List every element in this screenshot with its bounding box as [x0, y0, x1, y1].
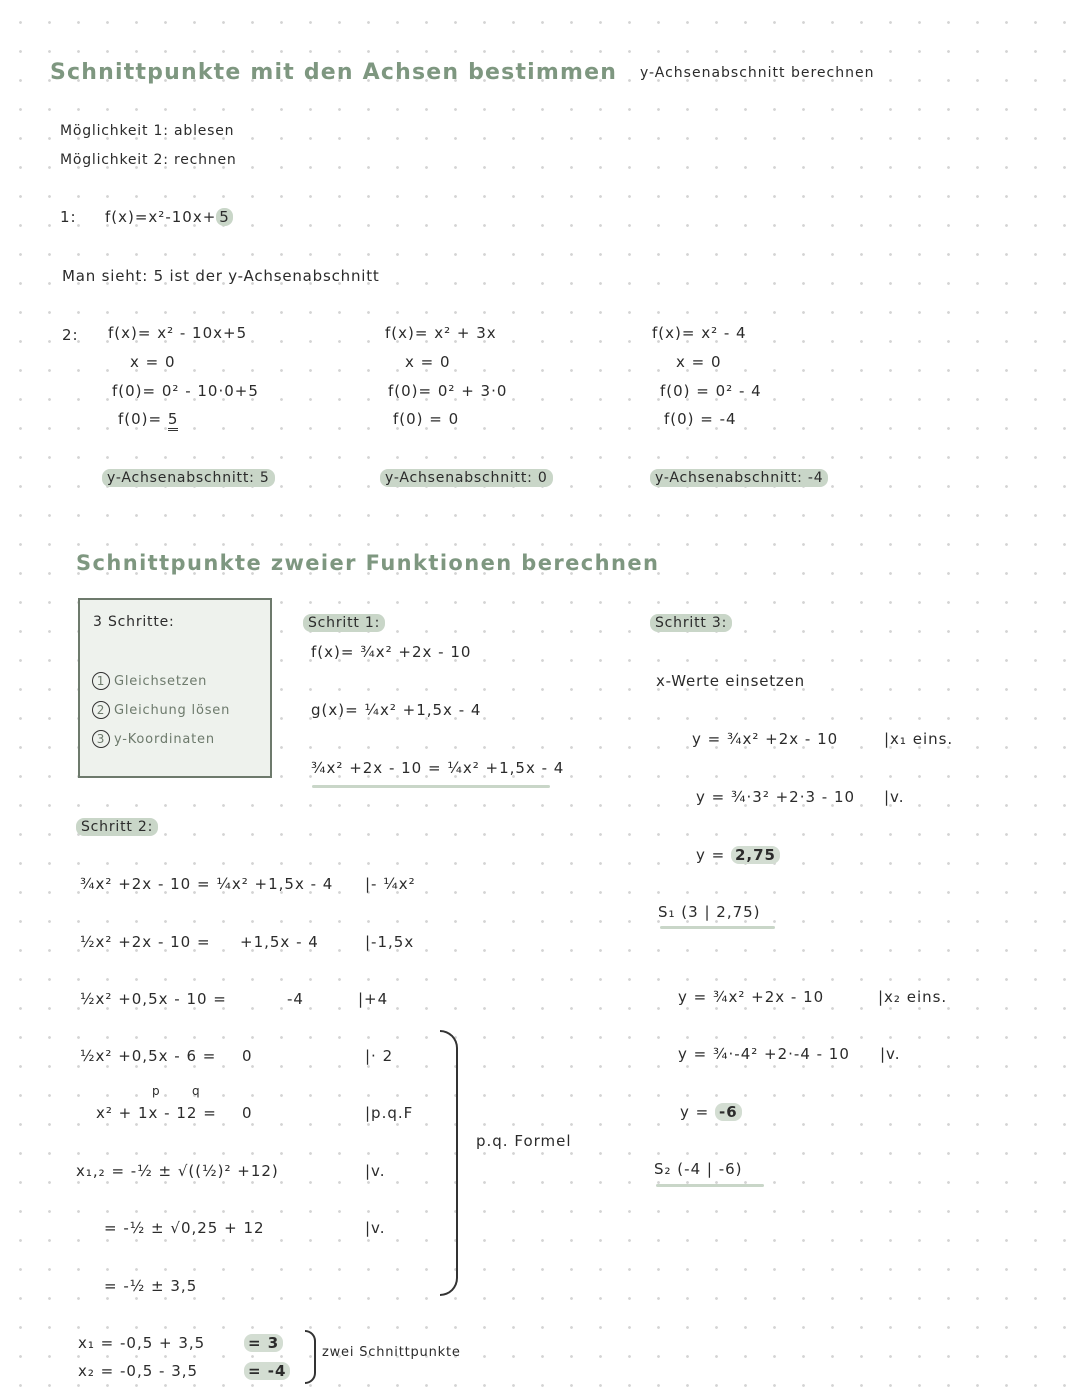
step3-b2-note: |v. — [880, 1045, 901, 1063]
x2-value-text: = -4 — [244, 1362, 290, 1380]
step2-row3-mid: -4 — [287, 990, 304, 1008]
step2-row7-op: |v. — [365, 1219, 386, 1237]
step3-b3 — [680, 1103, 742, 1121]
step1-equation: ¾x² +2x - 10 = ¼x² +1,5x - 4 — [311, 759, 565, 777]
step3-a3-value: 2,75 — [731, 846, 780, 864]
intersection-point-1-underline — [660, 926, 775, 929]
two-points-note: zwei Schnittpunkte — [322, 1345, 461, 1360]
step2-row1-op: |- ¼x² — [365, 875, 416, 893]
section2-title: Schnittpunkte zweier Funktionen berechnen — [76, 551, 660, 575]
step3-a1: y = ¾x² +2x - 10 — [692, 730, 839, 748]
steps-box-item-3 — [92, 730, 215, 748]
colA-line4-left: f(0)= — [118, 410, 168, 428]
option1: Möglichkeit 1: ablesen — [60, 123, 235, 139]
steps-box-item-2 — [92, 701, 230, 719]
step2-row4-op: |· 2 — [365, 1047, 394, 1065]
step3-a3-left: y = — [696, 846, 731, 864]
x1-value — [244, 1334, 283, 1352]
x2-calc: x₂ = -0,5 - 3,5 — [78, 1362, 199, 1380]
example1-constant: 5 — [216, 208, 233, 226]
step-number-2: 2 — [92, 701, 110, 719]
colC-line4: f(0) = -4 — [664, 410, 737, 428]
step1-underline — [312, 785, 550, 788]
step2-row2-op: |-1,5x — [365, 933, 415, 951]
step2-row1-left: ¾x² +2x - 10 = ¼x² +1,5x - 4 — [80, 875, 334, 893]
step2-row7-left: = -½ ± √0,25 + 12 — [104, 1219, 265, 1237]
step3-a1-note: |x₁ eins. — [884, 730, 954, 748]
colC-result: y-Achsenabschnitt: -4 — [650, 469, 828, 487]
example1-function-text: f(x)=x²-10x+ — [105, 208, 217, 226]
step-label-2: Gleichung lösen — [114, 703, 231, 718]
step2-row3-left: ½x² +0,5x - 10 = — [80, 990, 227, 1008]
step-label-3: y-Koordinaten — [114, 732, 215, 747]
colA-line3: f(0)= 0² - 10·0+5 — [112, 382, 259, 400]
step3-b1: y = ¾x² +2x - 10 — [678, 988, 825, 1006]
example1-function — [105, 208, 233, 226]
step2-row3-op: |+4 — [358, 990, 389, 1008]
example2-number: 2: — [62, 326, 79, 344]
step2-row6-op: |v. — [365, 1162, 386, 1180]
step3-a2-note: |v. — [884, 788, 905, 806]
colB-line2: x = 0 — [405, 353, 451, 371]
option2: Möglichkeit 2: rechnen — [60, 152, 237, 168]
step3-b3-value: -6 — [715, 1103, 742, 1121]
colB-line1: f(x)= x² + 3x — [385, 324, 497, 342]
step-label-1: Gleichsetzen — [114, 674, 208, 689]
section1-title: Schnittpunkte mit den Achsen bestimmen — [50, 60, 618, 85]
step2-row4-left: ½x² +0,5x - 6 = — [80, 1047, 217, 1065]
pq-p-label: p — [152, 1084, 161, 1098]
step3-b3-left: y = — [680, 1103, 715, 1121]
section1-subtitle: y-Achsenabschnitt berechnen — [640, 65, 875, 81]
step1-label: Schritt 1: — [303, 614, 385, 632]
colA-result: y-Achsenabschnitt: 5 — [102, 469, 275, 487]
step2-row6-left: x₁,₂ = -½ ± √((½)² +12) — [76, 1162, 279, 1180]
x1-value-text: = 3 — [244, 1334, 283, 1352]
step3-a2: y = ¾·3² +2·3 - 10 — [696, 788, 856, 806]
colA-line1: f(x)= x² - 10x+5 — [108, 324, 248, 342]
step2-row4-mid: 0 — [242, 1047, 253, 1065]
step-number-1: 1 — [92, 672, 110, 690]
colA-line2: x = 0 — [130, 353, 176, 371]
steps-box-item-1 — [92, 672, 207, 690]
step3-b2: y = ¾·-4² +2·-4 - 10 — [678, 1045, 850, 1063]
step3-a3 — [696, 846, 780, 864]
step2-row5-mid: 0 — [242, 1104, 253, 1122]
intersection-point-2-underline — [656, 1184, 764, 1187]
step-number-3: 3 — [92, 730, 110, 748]
pq-brace — [440, 1030, 458, 1296]
solutions-brace — [305, 1330, 316, 1384]
colC-line2: x = 0 — [676, 353, 722, 371]
colC-line1: f(x)= x² - 4 — [652, 324, 747, 342]
step3-intro: x-Werte einsetzen — [656, 672, 805, 690]
step2-row2-left: ½x² +2x - 10 = — [80, 933, 211, 951]
colA-line4-result: 5 — [168, 410, 179, 431]
intersection-point-2: S₂ (-4 | -6) — [654, 1160, 743, 1178]
x1-calc: x₁ = -0,5 + 3,5 — [78, 1334, 206, 1352]
step3-b1-note: |x₂ eins. — [878, 988, 948, 1006]
step2-row2-mid: +1,5x - 4 — [240, 933, 319, 951]
steps-box — [78, 598, 272, 778]
intersection-point-1: S₁ (3 | 2,75) — [658, 903, 761, 921]
colC-line3: f(0) = 0² - 4 — [660, 382, 762, 400]
pq-formula-label: p.q. Formel — [476, 1132, 572, 1150]
step2-row5-op: |p.q.F — [365, 1104, 414, 1122]
colB-line4: f(0) = 0 — [393, 410, 460, 428]
colB-result: y-Achsenabschnitt: 0 — [380, 469, 553, 487]
colB-line3: f(0)= 0² + 3·0 — [388, 382, 508, 400]
x2-value — [244, 1362, 290, 1380]
colA-line4 — [118, 410, 178, 428]
step1-g: g(x)= ¼x² +1,5x - 4 — [311, 701, 482, 719]
step1-f: f(x)= ¾x² +2x - 10 — [311, 643, 472, 661]
step2-row5-left: x² + 1x - 12 = — [96, 1104, 217, 1122]
step2-label: Schritt 2: — [76, 818, 158, 836]
step2-row8-left: = -½ ± 3,5 — [104, 1277, 198, 1295]
step3-label: Schritt 3: — [650, 614, 732, 632]
steps-box-heading: 3 Schritte: — [93, 614, 175, 630]
pq-q-label: q — [192, 1084, 201, 1098]
example1-observation: Man sieht: 5 ist der y-Achsenabschnitt — [62, 267, 380, 285]
example1-number: 1: — [60, 208, 77, 226]
